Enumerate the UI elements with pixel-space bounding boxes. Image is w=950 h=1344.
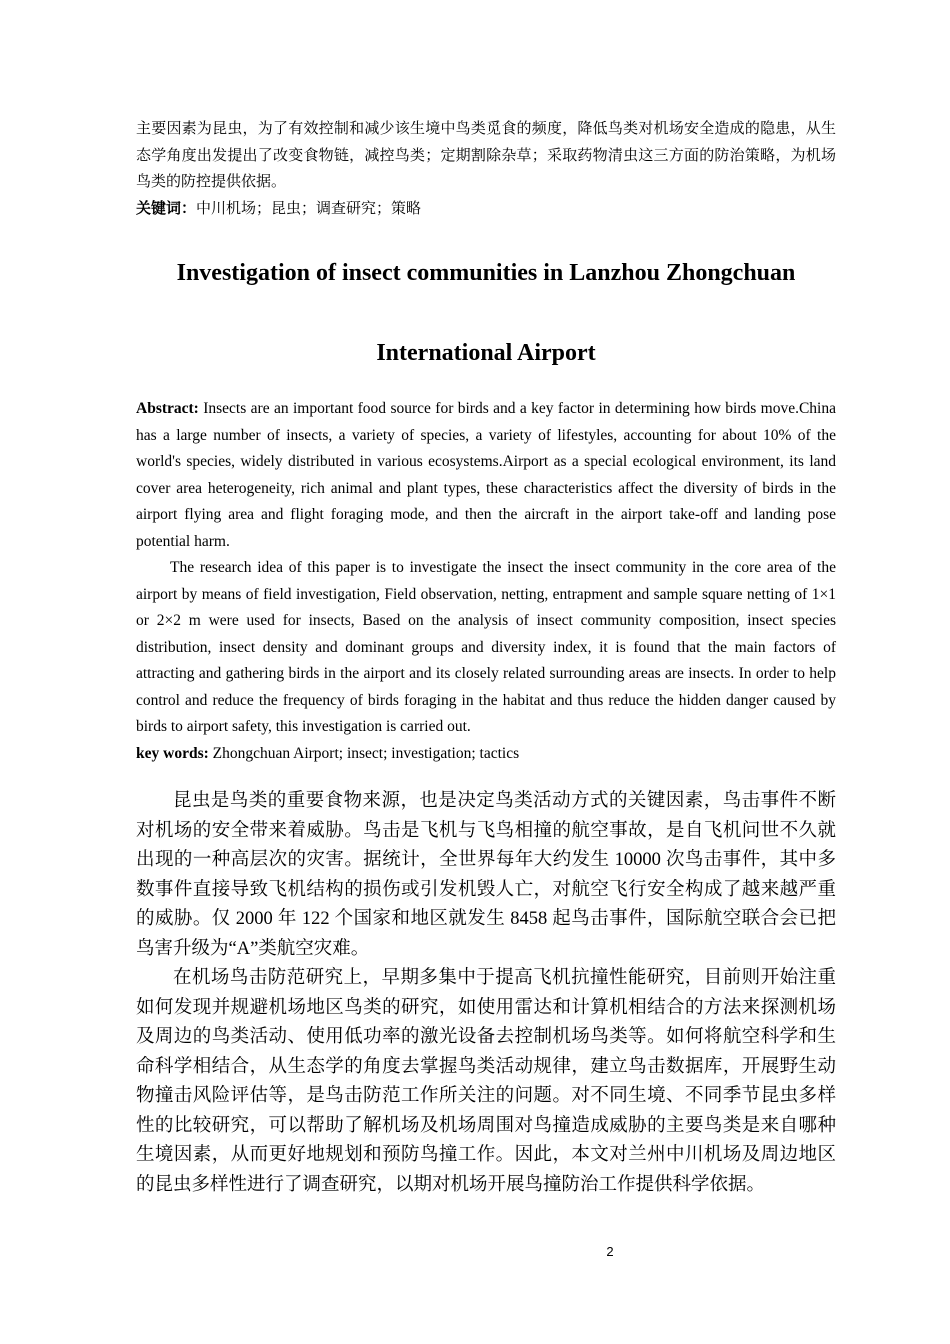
english-abstract-para1: Insects are an important food source for birds and a key factor in determining how birds move.China has a large number of insects, a variety of species, a variety of lifestyles, accounting for about 10% of the world's species, widely distributed in various ecosystems.Airport as a special ecological environment, its land cover area heterogeneity, rich animal and plant types, these characteristics affect the diversity of birds in the airport flying area and flight foraging mode, and then the aircraft in the airport take-off and landing pose potential harm. bbox=[136, 400, 836, 550]
english-title-line2: International Airport bbox=[376, 340, 596, 366]
chinese-keywords-label: 关键词： bbox=[136, 200, 197, 217]
body-paragraph-2: 在机场鸟击防范研究上，早期多集中于提高飞机抗撞性能研究，目前则开始注重如何发现并规避机场地区鸟类的研究，如使用雷达和计算机相结合的方法来探测机场及周边的鸟类活动、使用低功率的激光设备去控制机场鸟类等。如何将航空科学和生命科学相结合，从生态学的角度去掌握鸟类活动规律，建立鸟击数据库，开展野生动物撞击风险评估等，是鸟击防范工作所关注的问题。对不同生境、不同季节昆虫多样性的比较研究，可以帮助了解机场及机场周围对鸟撞造成威胁的主要鸟类是来自哪种生境因素，从而更好地规划和预防鸟撞工作。因此，本文对兰州中川机场及周边地区的昆虫多样性进行了调查研究，以期对机场开展鸟撞防治工作提供科学依据。 bbox=[136, 968, 836, 1195]
english-abstract-para2: The research idea of this paper is to investigate the insect the insect community in the core area of the airport by means of field investigation, Field observation, netting, entrapment and sample square netting of 1×1 or 2×2 m were used for insects, Based on the analysis of insect community composition, insect species distribution, insect density and dominant groups and diversity index, it is found that the main factors of attracting and gathering birds in the airport and its closely related surrounding areas are insects. In order to help control and reduce the frequency of birds foraging in the habitat and thus reduce the hidden danger caused by birds to airport safety, this investigation is carried out. bbox=[136, 559, 836, 735]
document-page bbox=[136, 116, 836, 1200]
english-keywords bbox=[136, 741, 836, 768]
chinese-keywords bbox=[136, 196, 836, 223]
chinese-abstract-tail: 主要因素为昆虫，为了有效控制和减少该生境中鸟类觅食的频度，降低鸟类对机场安全造成的隐患，从生态学角度出发提出了改变食物链，减控鸟类；定期割除杂草；采取药物清虫这三方面的防治策略，为机场鸟类的防控提供依据。 bbox=[136, 121, 836, 190]
english-keywords-text: Zhongchuan Airport; insect; investigation; tactics bbox=[208, 744, 520, 762]
chinese-keywords-text: 中川机场；昆虫；调查研究；策略 bbox=[196, 200, 422, 217]
page-number: 2 bbox=[606, 1244, 614, 1259]
english-title-line1: Investigation of insect communities in Lanzhou Zhongchuan bbox=[176, 260, 796, 286]
body-paragraph-1: 昆虫是鸟类的重要食物来源，也是决定鸟类活动方式的关键因素，鸟击事件不断对机场的安全带来着威胁。鸟击是飞机与飞鸟相撞的航空事故，是自飞机问世不久就出现的一种高层次的灾害。据统计，全世界每年大约发生 10000 次鸟击事件，其中多数事件直接导致飞机结构的损伤或引发机毁人亡，对航空飞行安全构成了越来越严重的威胁。仅 2000 年 122 个国家和地区就发生 8458 起鸟击事件，国际航空联合会已把鸟害升级为“A”类航空灾难。 bbox=[136, 791, 836, 959]
english-abstract-label: Abstract: bbox=[136, 400, 199, 417]
english-abstract bbox=[136, 396, 836, 555]
english-keywords-label: key words: bbox=[136, 744, 209, 762]
